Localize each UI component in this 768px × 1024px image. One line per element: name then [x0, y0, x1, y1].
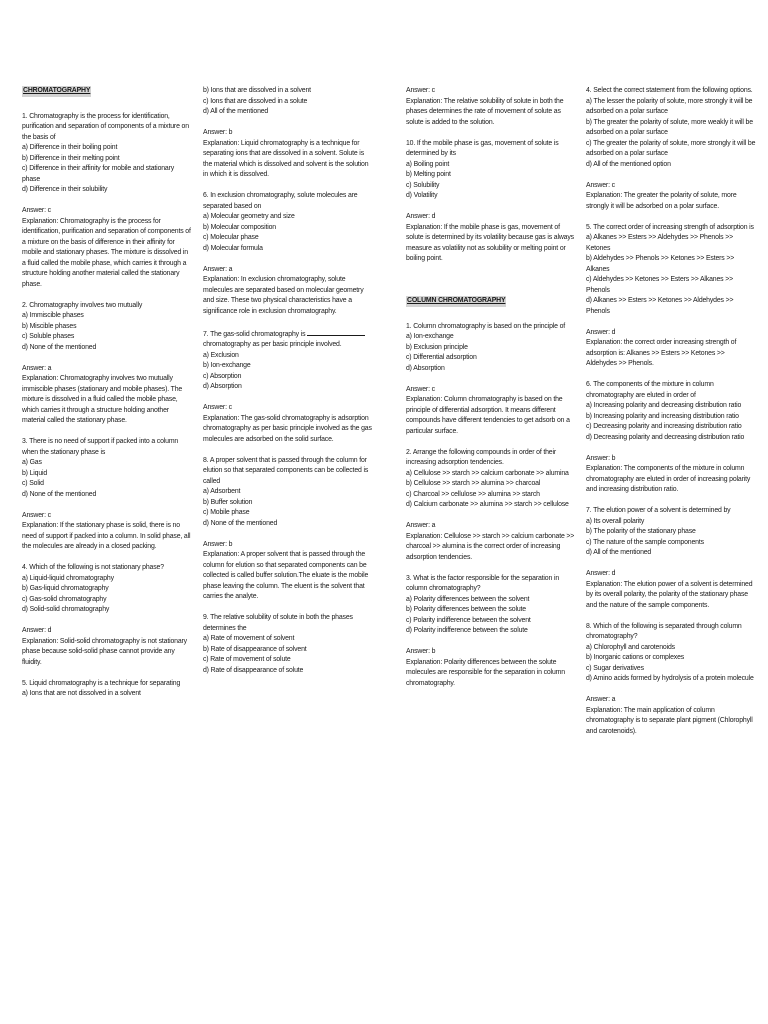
answer-option: a) Molecular geometry and size	[203, 213, 295, 220]
answer-option: a) Difference in their boiling point	[22, 144, 118, 151]
answer-key: Answer: b	[203, 540, 233, 548]
text-column-2	[203, 86, 373, 676]
answer-key: Answer: c	[22, 511, 51, 519]
question-text: 1. Column chromatography is based on the principle of	[406, 322, 566, 330]
answer-key: Answer: b	[586, 454, 616, 462]
question-text-start: 7. The gas-solid chromatography is	[203, 330, 306, 338]
answer-option: b) Polarity differences between the solute	[406, 606, 526, 613]
answer-option: b) Cellulose >> starch >> alumina >> charcoal	[406, 480, 541, 487]
explanation-text: Explanation: The gas-solid chromatography is adsorption chromatography as per basic principle involved as the gas molecules are adsorbed on the solid surface.	[203, 414, 372, 443]
answer-option: b) Gas-liquid chromatography	[22, 585, 109, 592]
paragraph-spacer	[203, 317, 373, 328]
question-text: 5. Liquid chromatography is a technique for separating	[22, 679, 181, 687]
question-text: 8. A proper solvent that is passed through the column for elution so that separated components can be collected is called	[203, 456, 369, 485]
explanation-text: Explanation: The greater the polarity of solute, more strongly it will be adsorbed on a polar surface.	[586, 192, 737, 210]
explanation-text: Explanation: Polarity differences between the solute molecules are responsible for the separation in column chromatography.	[406, 658, 565, 687]
answer-option: a) Ions that are not dissolved in a solvent	[22, 690, 141, 697]
paragraph-spacer	[203, 393, 373, 404]
answer-option: c) Decreasing polarity and increasing distribution ratio	[586, 423, 742, 430]
answer-option: d) Absorption	[406, 364, 445, 372]
answer-option: c) Aldehydes >> Ketones >> Esters >> Alkanes >> Phenols	[586, 276, 733, 294]
answer-option: c) Solubility	[406, 181, 440, 189]
paragraph-spacer	[406, 275, 576, 286]
paragraph-spacer	[22, 353, 192, 364]
explanation-text: Explanation: The relative solubility of solute in both the phases determines the rate of movement of solute as solute is added to the solution.	[406, 97, 564, 126]
question-text: 4. Which of the following is not stationary phase?	[22, 564, 164, 571]
answer-option: d) Amino acids formed by hydrolysis of a protein molecule	[586, 675, 754, 682]
question-text-end: chromatography as per basic principle involved.	[203, 341, 342, 348]
answer-option: d) Rate of disappearance of solute	[203, 666, 304, 674]
fill-in-blank	[307, 328, 365, 336]
paragraph-spacer	[406, 511, 576, 522]
explanation-text: Explanation: The components of the mixture in column chromatography are eluted in order of increasing polarity and increasing distribution ratio.	[586, 465, 751, 493]
answer-key: Answer: c	[22, 207, 51, 214]
paragraph-spacer	[22, 196, 192, 207]
answer-option: c) Differential adsorption	[406, 354, 477, 361]
answer-option: d) None of the mentioned	[22, 343, 97, 351]
answer-option: a) Gas	[22, 459, 42, 466]
answer-option: c) Absorption	[203, 372, 242, 380]
question-text: 5. The correct order of increasing strength of adsorption is	[586, 223, 754, 231]
answer-option: d) Polarity indifference between the solute	[406, 627, 528, 634]
answer-key: Answer: c	[586, 181, 615, 189]
paragraph-spacer	[406, 437, 576, 448]
explanation-text: Explanation: Chromatography involves two mutually immiscible phases (stationary and mobile phases). The mixture is dissolved in a fluid called the mobile phase, which carries it through a structure holding another material called the stationary phase.	[22, 375, 183, 424]
answer-option: a) Exclusion	[203, 351, 239, 359]
paragraph-spacer	[586, 443, 756, 454]
paragraph-spacer	[203, 529, 373, 540]
answer-option: d) Decreasing polarity and decreasing distribution ratio	[586, 433, 745, 441]
answer-option: c) Solid	[22, 480, 44, 487]
answer-option: a) The lesser the polarity of solute, more strongly it will be adsorbed on a polar surface	[586, 97, 753, 115]
paragraph-spacer	[406, 265, 576, 276]
answer-option: d) Volatility	[406, 192, 438, 199]
paragraph-spacer	[586, 559, 756, 570]
answer-option: a) Cellulose >> starch >> calcium carbonate >> alumina	[406, 469, 569, 477]
question-text: 3. What is the factor responsible for the separation in column chromatography?	[406, 574, 560, 592]
answer-option: c) Sugar derivatives	[586, 664, 644, 672]
explanation-text: Explanation: Cellulose >> starch >> calcium carbonate >> charcoal >> alumina is the correct order of increasing adsorption tendencies.	[406, 532, 575, 561]
answer-option: b) The greater the polarity of solute, more weakly it will be adsorbed on a polar surface	[586, 118, 753, 136]
answer-option: d) None of the mentioned	[22, 490, 97, 498]
question-text: 7. The elution power of a solvent is determined by	[586, 507, 731, 514]
answer-key: Answer: c	[406, 385, 435, 393]
answer-option: b) Ions that are dissolved in a solvent	[203, 87, 311, 94]
answer-option: c) Ions that are dissolved in a solute	[203, 97, 308, 105]
answer-option: a) Alkanes >> Esters >> Aldehydes >> Phenols >> Ketones	[586, 234, 733, 252]
paragraph-spacer	[586, 685, 756, 696]
question-text: 1. Chromatography is the process for identification, purification and separation of components of a mixture on the basis of	[22, 112, 189, 141]
answer-option: a) Liquid-liquid chromatography	[22, 574, 114, 582]
answer-option: a) Adsorbent	[203, 488, 241, 495]
paragraph-spacer	[586, 611, 756, 622]
paragraph-spacer	[406, 286, 576, 297]
question-text: 3. There is no need of support if packed into a column when the stationary phase is	[22, 438, 179, 456]
question-text: 6. The components of the mixture in column chromatography are eluted in order of	[586, 381, 714, 399]
answer-option: b) The polarity of the stationary phase	[586, 528, 696, 535]
paragraph-spacer	[406, 202, 576, 213]
answer-option: c) Charcoal >> cellulose >> alumina >> starch	[406, 490, 540, 498]
paragraph-spacer	[22, 553, 192, 564]
answer-option: b) Rate of disappearance of solvent	[203, 645, 307, 653]
question-text: 10. If the mobile phase is gas, movement of solute is determined by its	[406, 139, 559, 157]
paragraph-spacer	[586, 370, 756, 381]
section-heading: COLUMN CHROMATOGRAPHY	[406, 296, 506, 307]
answer-option: d) Solid-solid chromatography	[22, 606, 110, 613]
paragraph-spacer	[406, 128, 576, 139]
text-column-1	[22, 86, 192, 700]
answer-option: b) Ion-exchange	[203, 362, 251, 369]
paragraph-spacer	[406, 374, 576, 385]
answer-key: Answer: a	[586, 696, 616, 703]
paragraph-spacer	[22, 427, 192, 438]
explanation-text: Explanation: Solid-solid chromatography is not stationary phase because solid-solid phase cannot provide any fluidity.	[22, 637, 187, 666]
answer-key: Answer: b	[203, 129, 233, 136]
answer-option: b) Buffer solution	[203, 498, 253, 506]
paragraph-spacer	[586, 496, 756, 507]
answer-option: a) Polarity differences between the solvent	[406, 595, 530, 603]
answer-option: a) Its overall polarity	[586, 517, 645, 525]
paragraph-spacer	[203, 603, 373, 614]
answer-option: c) Polarity indifference between the solvent	[406, 616, 531, 624]
text-column-4	[586, 86, 756, 737]
paragraph-spacer	[22, 668, 192, 679]
question-text: 2. Chromatography involves two mutually	[22, 301, 143, 309]
answer-option: d) Absorption	[203, 383, 242, 390]
answer-option: b) Melting point	[406, 171, 451, 178]
question-text: 8. Which of the following is separated through column chromatography?	[586, 622, 742, 640]
question-text	[203, 328, 373, 351]
answer-key: Answer: d	[586, 570, 616, 577]
explanation-text: Explanation: If the stationary phase is solid, there is no need of support if packed into a column. In solid phase, all the molecules are already in a closed packing.	[22, 522, 191, 550]
answer-option: a) Chlorophyll and carotenoids	[586, 643, 675, 651]
paragraph-spacer	[406, 637, 576, 648]
answer-option: b) Exclusion principle	[406, 343, 468, 351]
paragraph-spacer	[586, 317, 756, 328]
paragraph-spacer	[586, 212, 756, 223]
answer-option: b) Aldehydes >> Phenols >> Ketones >> Esters >> Alkanes	[586, 255, 735, 273]
paragraph-spacer	[586, 170, 756, 181]
answer-key: Answer: a	[22, 364, 52, 372]
answer-option: d) Molecular formula	[203, 244, 263, 252]
question-text: 9. The relative solubility of solute in both the phases determines the	[203, 614, 353, 632]
answer-option: a) Ion-exchange	[406, 333, 454, 340]
answer-key: Answer: d	[406, 213, 436, 220]
question-text: 4. Select the correct statement from the following options.	[586, 87, 753, 94]
answer-option: d) Alkanes >> Esters >> Ketones >> Aldehydes >> Phenols	[586, 297, 734, 315]
answer-option: d) All of the mentioned	[203, 108, 269, 115]
answer-key: Answer: a	[406, 522, 436, 529]
answer-option: d) All of the mentioned	[586, 549, 652, 556]
explanation-text: Explanation: Liquid chromatography is a technique for separating ions that are dissolved in a solvent. Solute is the material which is dissolved and solvent is the solution in which it is dissolved.	[203, 139, 369, 178]
answer-key: Answer: b	[406, 648, 436, 655]
answer-option: c) Gas-solid chromatography	[22, 595, 107, 603]
answer-key: Answer: c	[406, 87, 435, 94]
answer-key: Answer: d	[586, 328, 616, 336]
explanation-text: Explanation: The elution power of a solvent is determined by its overall polarity, the polarity of the stationary phase and the nature of the sample components.	[586, 580, 753, 609]
answer-option: d) Calcium carbonate >> alumina >> starch >> cellulose	[406, 501, 569, 508]
answer-option: d) Difference in their solubility	[22, 186, 108, 193]
explanation-text: Explanation: The main application of column chromatography is to separate plant pigment (Chlorophyll and carotenoids).	[586, 706, 753, 735]
paragraph-spacer	[203, 181, 373, 192]
answer-option: a) Increasing polarity and decreasing distribution ratio	[586, 402, 742, 409]
answer-key: Answer: a	[203, 265, 233, 273]
explanation-text: Explanation: Column chromatography is based on the principle of differential adsorption. It means different compounds have different tendencies to get adsorb on a particular surface.	[406, 396, 570, 435]
answer-option: b) Liquid	[22, 469, 48, 477]
answer-option: c) The greater the polarity of solute, more strongly it will be adsorbed on a polar surface	[586, 139, 756, 157]
paragraph-spacer	[203, 445, 373, 456]
answer-option: b) Increasing polarity and increasing distribution ratio	[586, 412, 739, 420]
answer-key: Answer: c	[203, 404, 232, 411]
answer-option: c) Soluble phases	[22, 333, 75, 340]
explanation-text: Explanation: A proper solvent that is passed through the column for elution so that separated components can be collected is called buffer solution.The eluate is the mobile phase leaving the column. The eluent is the solvent that carries the analyte.	[203, 551, 369, 600]
explanation-text: Explanation: the correct order increasing strength of adsorption is: Alkanes >> Esters >> Ketones >> Aldehydes >> Phenols.	[586, 339, 737, 367]
paragraph-spacer	[22, 290, 192, 301]
answer-option: b) Difference in their melting point	[22, 154, 120, 162]
paragraph-spacer	[203, 254, 373, 265]
answer-option: c) Molecular phase	[203, 234, 259, 241]
answer-option: b) Miscible phases	[22, 322, 77, 330]
paragraph-spacer	[203, 118, 373, 129]
answer-option: a) Immiscible phases	[22, 312, 84, 319]
answer-option: d) None of the mentioned	[203, 519, 278, 527]
answer-option: d) All of the mentioned option	[586, 160, 671, 168]
answer-option: b) Molecular composition	[203, 223, 276, 231]
question-text: 6. In exclusion chromatography, solute molecules are separated based on	[203, 192, 358, 210]
section-heading: CHROMATOGRAPHY	[22, 86, 91, 97]
answer-option: c) Rate of movement of solute	[203, 656, 291, 663]
answer-option: c) Difference in their affinity for mobile and stationary phase	[22, 165, 175, 183]
paragraph-spacer	[22, 500, 192, 511]
explanation-text: Explanation: Chromatography is the process for identification, purification and separation of components of a mixture on the basis of difference in their affinity for mobile and stationary phases. The mixture is dissolved in a fluid called the mobile phase, which carries it through a structure holding another material called the stationary phase.	[22, 217, 191, 288]
answer-key: Answer: d	[22, 627, 52, 634]
paragraph-spacer	[22, 616, 192, 627]
answer-option: c) The nature of the sample components	[586, 538, 704, 546]
answer-option: a) Boiling point	[406, 160, 450, 168]
text-column-3	[406, 86, 576, 689]
answer-option: a) Rate of movement of solvent	[203, 635, 295, 642]
answer-option: c) Mobile phase	[203, 509, 250, 516]
explanation-text: Explanation: If the mobile phase is gas, movement of solute is determined by its volatility because gas is always measure as volatility not as solubility or melting point or boiling point.	[406, 223, 574, 262]
answer-option: b) Inorganic cations or complexes	[586, 654, 685, 661]
explanation-text: Explanation: In exclusion chromatography, solute molecules are separated based on molecular geometry and size. These two physical characteristics have a significance role in exclusion chromatography.	[203, 276, 364, 315]
paragraph-spacer	[406, 563, 576, 574]
question-text: 2. Arrange the following compounds in order of their increasing adsorption tendencies.	[406, 448, 557, 466]
